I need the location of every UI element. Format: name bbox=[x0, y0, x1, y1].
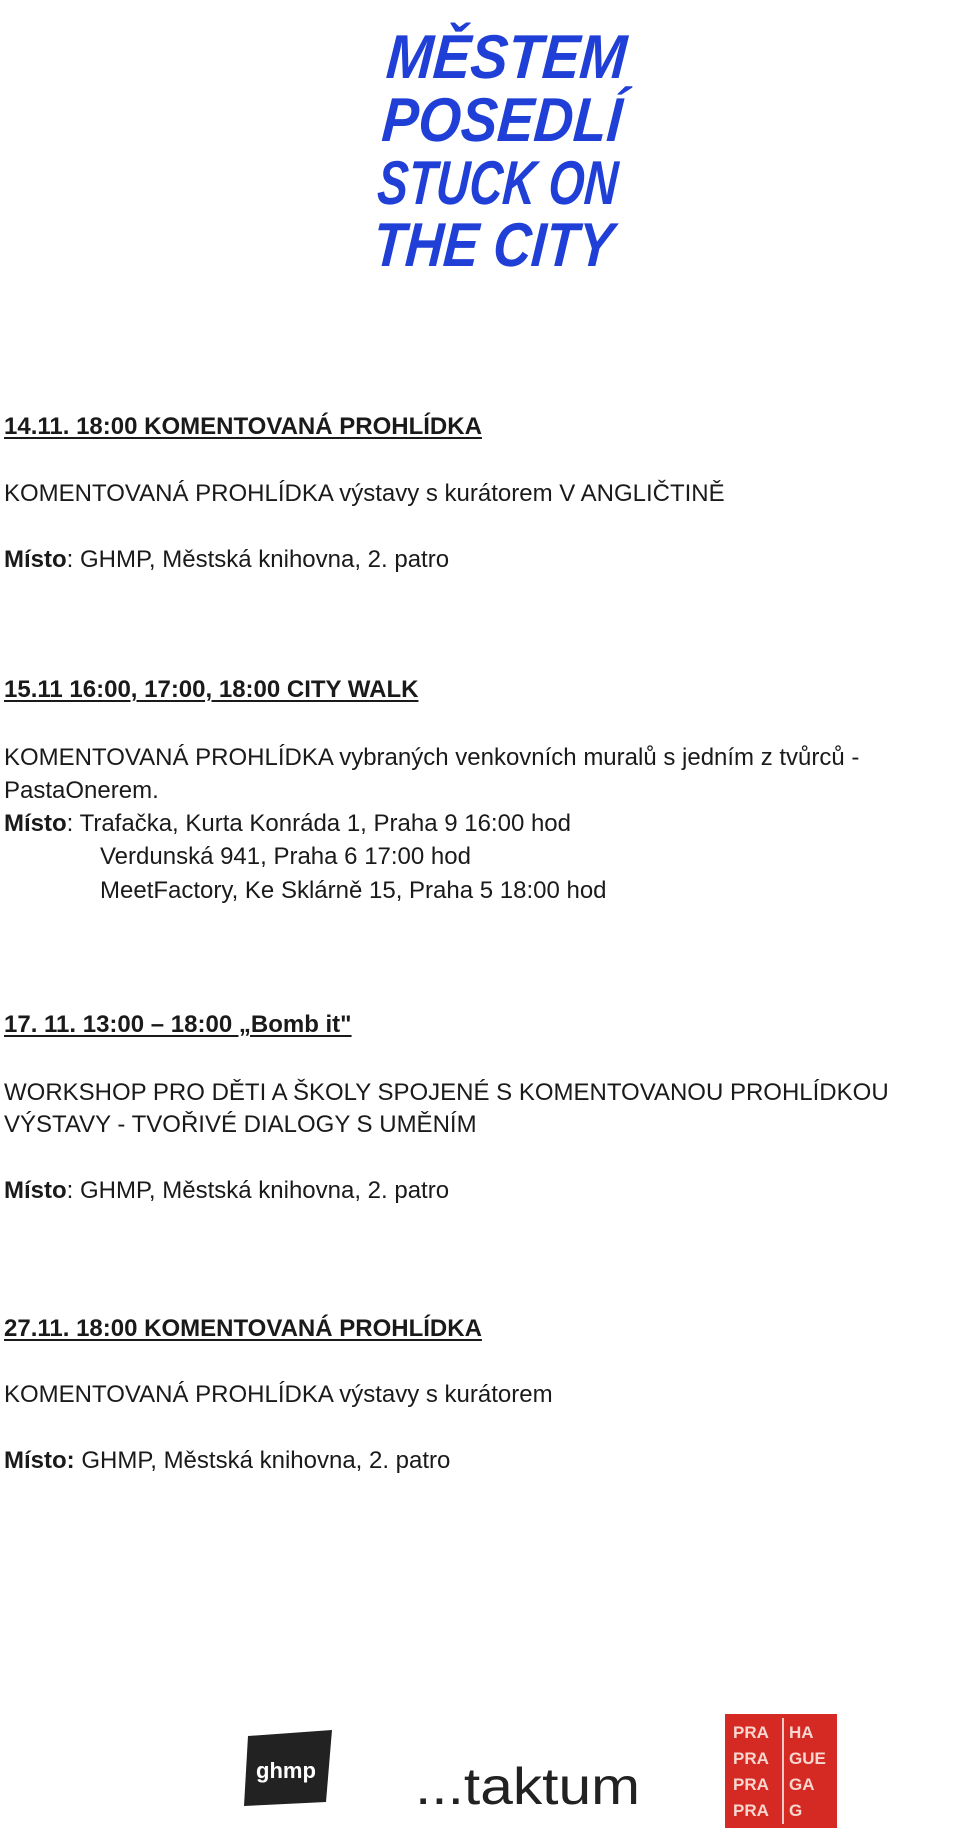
event-2-place-2: Verdunská 941, Praha 6 17:00 hod bbox=[100, 843, 471, 870]
praha-cell: PRA bbox=[733, 1749, 769, 1768]
event-3-description-2: VÝSTAVY - TVOŘIVÉ DIALOGY S UMĚNÍM bbox=[4, 1111, 477, 1138]
event-2-place-1 bbox=[4, 809, 571, 839]
place-label: Místo bbox=[4, 546, 67, 573]
logo-line-3: STUCK ON bbox=[375, 149, 704, 218]
place-value: GHMP, Městská knihovna, 2. patro bbox=[74, 1447, 451, 1474]
logo-line-1: MĚSTEM bbox=[384, 23, 655, 92]
logo-line-2: POSEDLÍ bbox=[379, 86, 657, 155]
event-2-description-2: PastaOnerem. bbox=[4, 777, 159, 804]
praha-logo bbox=[725, 1714, 837, 1828]
taktum-logo bbox=[415, 1750, 645, 1820]
event-2-place-3: MeetFactory, Ke Sklárně 15, Praha 5 18:00 hod bbox=[100, 877, 607, 904]
place-value: : GHMP, Městská knihovna, 2. patro bbox=[66, 1177, 450, 1204]
praha-cell: PRA bbox=[733, 1775, 769, 1794]
event-1-heading: 14.11. 18:00 KOMENTOVANÁ PROHLÍDKA bbox=[4, 413, 482, 440]
event-1-place bbox=[4, 545, 449, 575]
event-4-heading: 27.11. 18:00 KOMENTOVANÁ PROHLÍDKA bbox=[4, 1315, 482, 1342]
event-2-heading: 15.11 16:00, 17:00, 18:00 CITY WALK bbox=[4, 676, 419, 703]
place-label: Místo bbox=[4, 810, 67, 837]
event-3-place bbox=[4, 1176, 449, 1206]
event-3-description-1: WORKSHOP PRO DĚTI A ŠKOLY SPOJENÉ S KOMENTOVANOU PROHLÍDKOU bbox=[4, 1079, 889, 1106]
place-value: : Trafačka, Kurta Konráda 1, Praha 9 16:00 hod bbox=[66, 810, 571, 837]
event-1-description: KOMENTOVANÁ PROHLÍDKA výstavy s kurátorem V ANGLIČTINĚ bbox=[4, 480, 725, 507]
taktum-logo-text: ...taktum bbox=[415, 1758, 640, 1816]
place-label: Místo: bbox=[4, 1447, 75, 1474]
event-4-description: KOMENTOVANÁ PROHLÍDKA výstavy s kurátorem bbox=[4, 1381, 553, 1408]
logo-line-4: THE CITY bbox=[370, 211, 659, 280]
praha-cell: HA bbox=[789, 1723, 814, 1742]
stuck-on-the-city-logo bbox=[350, 8, 704, 280]
praha-cell: GA bbox=[789, 1775, 815, 1794]
praha-cell: PRA bbox=[733, 1801, 769, 1820]
event-3-heading: 17. 11. 13:00 – 18:00 „Bomb it" bbox=[4, 1011, 352, 1038]
ghmp-logo-text: ghmp bbox=[256, 1758, 316, 1783]
event-2-description-1: KOMENTOVANÁ PROHLÍDKA vybraných venkovních muralů s jedním z tvůrců - bbox=[4, 744, 860, 771]
praha-cell: GUE bbox=[789, 1749, 826, 1768]
event-4-place bbox=[4, 1446, 450, 1476]
place-value: : GHMP, Městská knihovna, 2. patro bbox=[66, 546, 450, 573]
praha-cell: PRA bbox=[733, 1723, 769, 1742]
ghmp-logo bbox=[240, 1728, 340, 1808]
place-label: Místo bbox=[4, 1177, 67, 1204]
praha-cell: G bbox=[789, 1801, 803, 1820]
